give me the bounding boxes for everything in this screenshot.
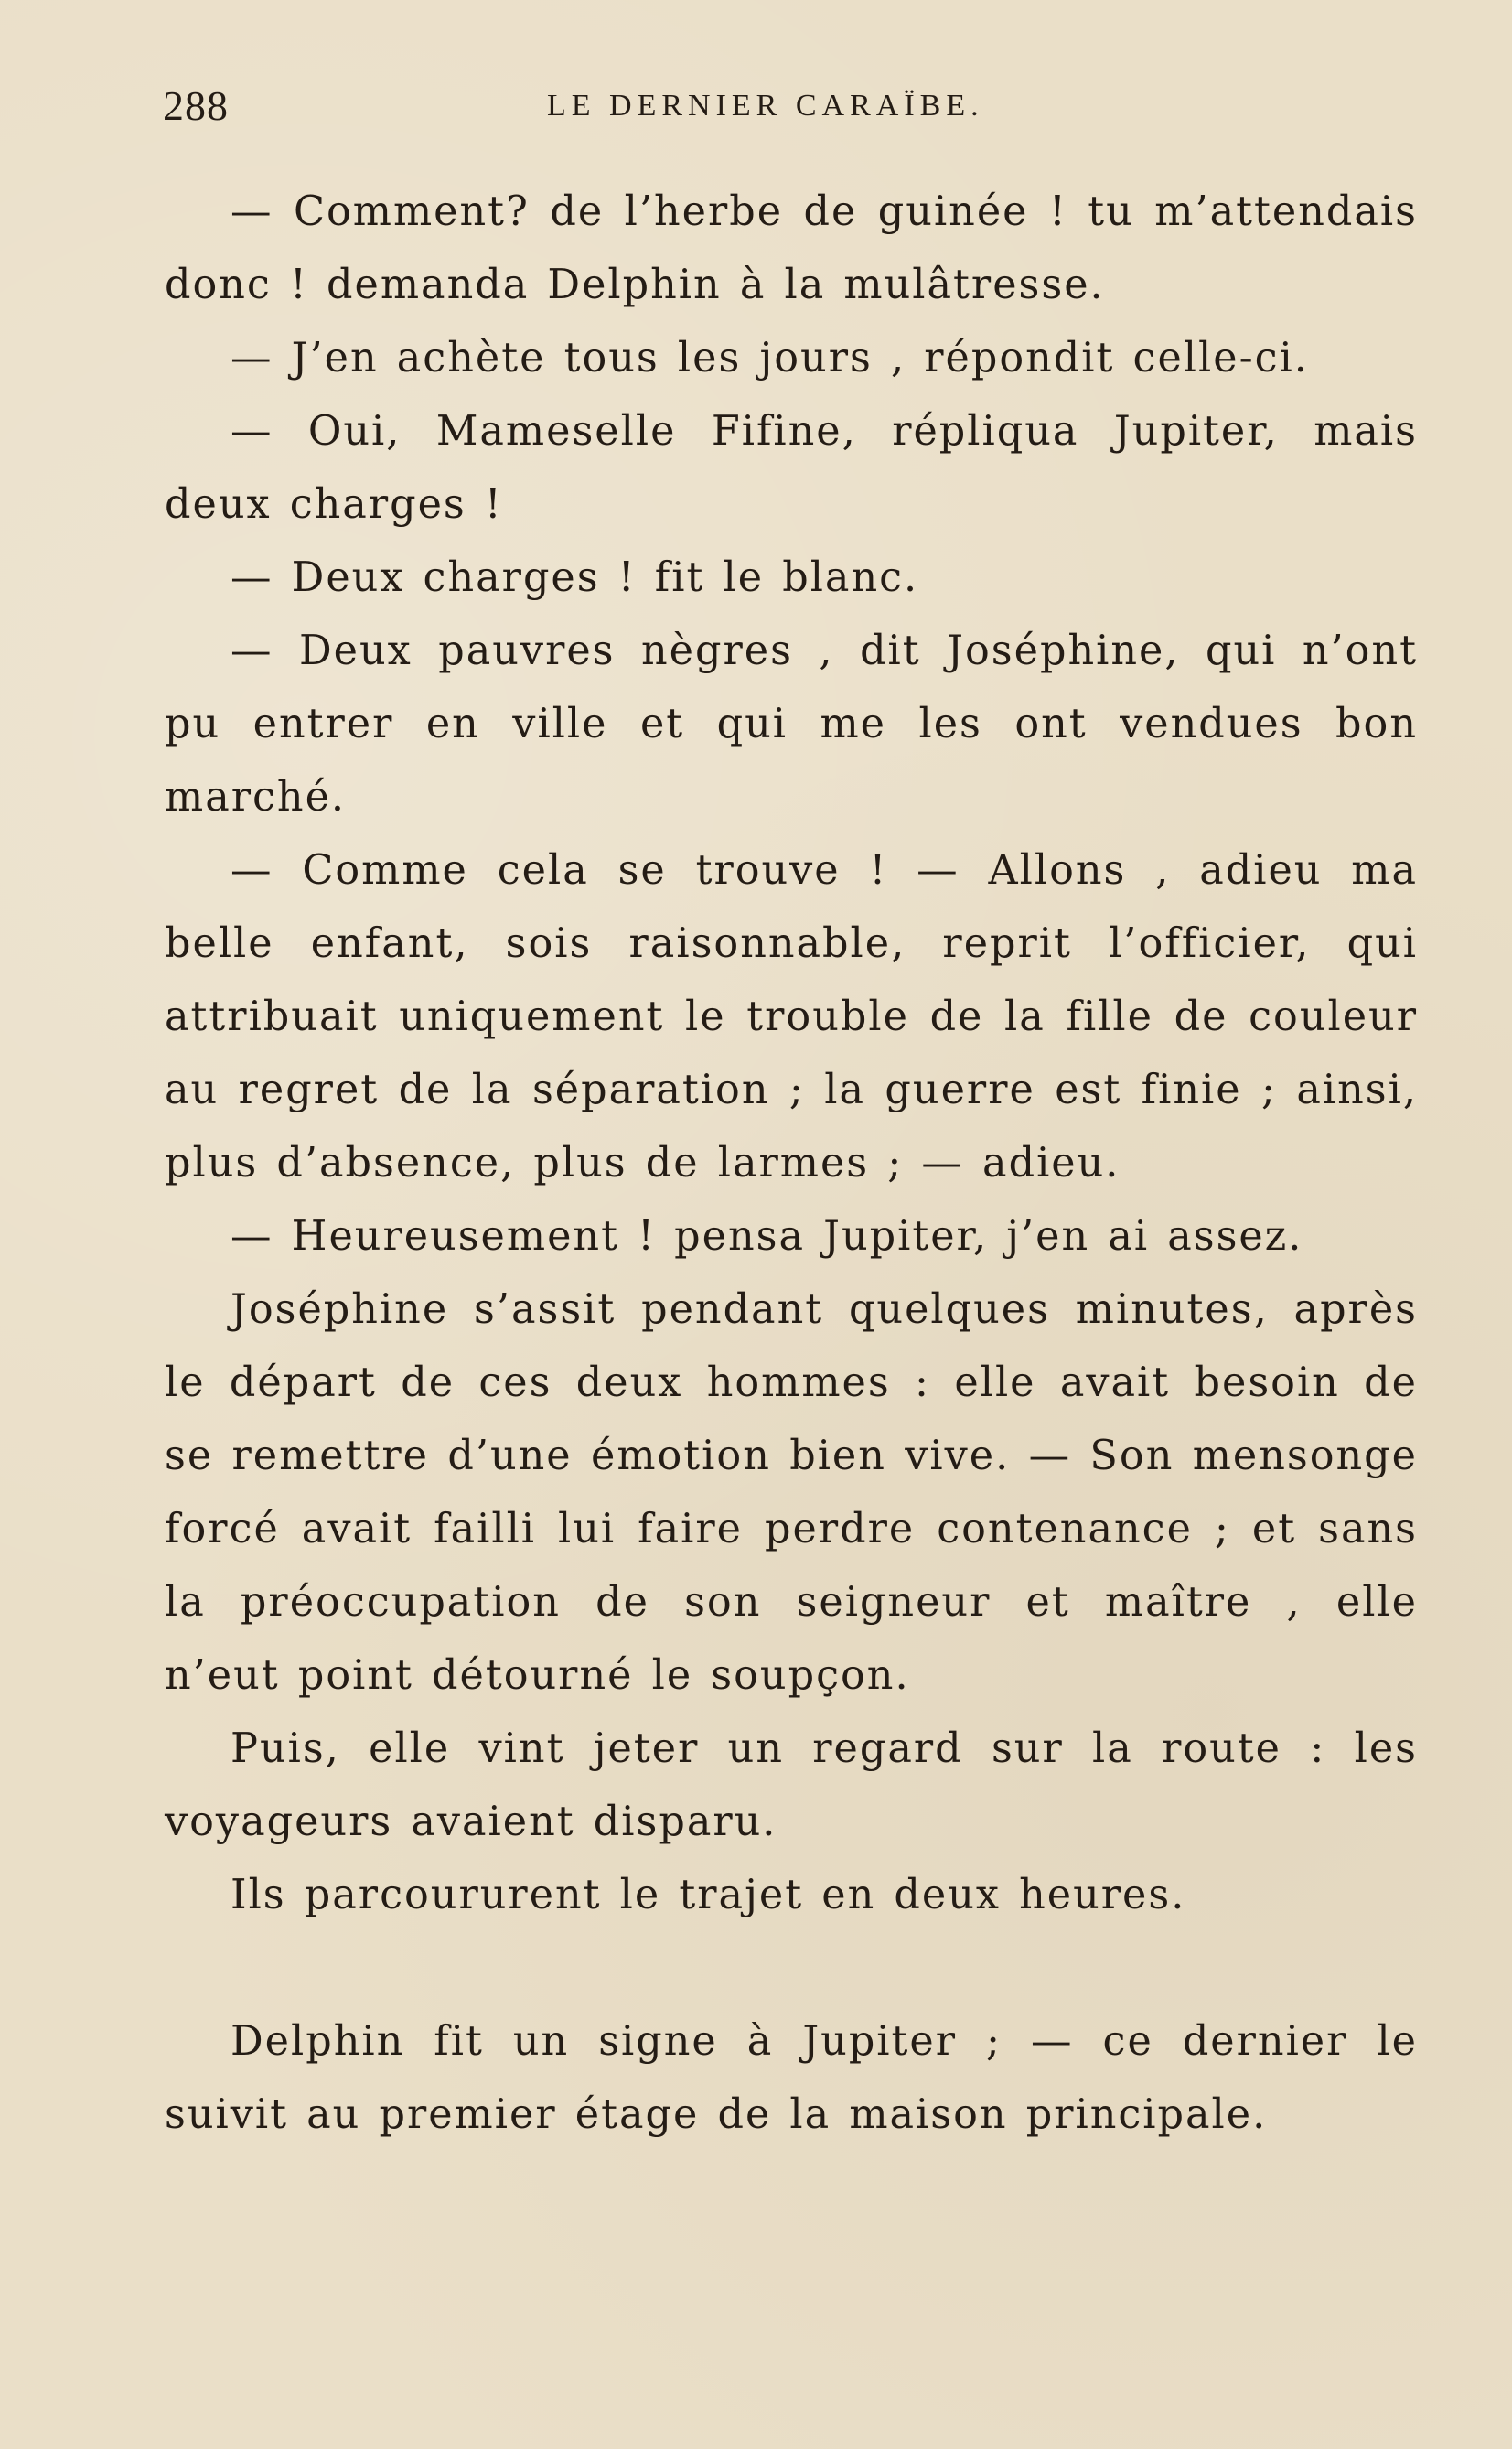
paragraph: — Heureusement ! pensa Jupiter, j’en ai assez. xyxy=(231,1213,1303,1260)
page-number: 288 xyxy=(163,82,229,129)
paragraph: — Comme cela se trouve ! — Allons , adieu ma belle enfant, sois raisonnable, reprit l’officier, qui attribuait uniquement le trouble de la fille de couleur au regret de la séparation ; la guerre est finie ; ainsi, plus d’absence, plus de larmes ; — adieu. xyxy=(165,847,1418,1187)
paragraph: Ils parcoururent le trajet en deux heures. xyxy=(231,1872,1186,1918)
page-header xyxy=(163,79,1418,134)
body-text xyxy=(165,176,1418,2152)
paragraph: — Deux charges ! fit le blanc. xyxy=(231,554,919,601)
paragraph: Delphin fit un signe à Jupiter ; — ce dernier le suivit au premier étage de la maison principale. xyxy=(165,2018,1418,2138)
running-title: LE DERNIER CARAÏBE. xyxy=(547,89,984,123)
paragraph: — J’en achète tous les jours , répondit celle-ci. xyxy=(231,335,1309,381)
paragraph: — Deux pauvres nègres , dit Joséphine, qui n’ont pu entrer en ville et qui me les ont vendues bon marché. xyxy=(165,628,1418,821)
paragraph: — Comment? de l’herbe de guinée ! tu m’attendais donc ! demanda Delphin à la mulâtresse. xyxy=(165,188,1418,308)
paragraph: — Oui, Mameselle Fifine, répliqua Jupiter, mais deux charges ! xyxy=(165,408,1418,528)
paragraph: Joséphine s’assit pendant quelques minutes, après le départ de ces deux hommes : elle avait besoin de se remettre d’une émotion bien vive. — Son mensonge forcé avait failli lui faire perdre contenance ; et sans la préoccupation de son seigneur et maître , elle n’eut point détourné le soupçon. xyxy=(165,1286,1418,1699)
paragraph: Puis, elle vint jeter un regard sur la route : les voyageurs avaient disparu. xyxy=(165,1725,1418,1845)
